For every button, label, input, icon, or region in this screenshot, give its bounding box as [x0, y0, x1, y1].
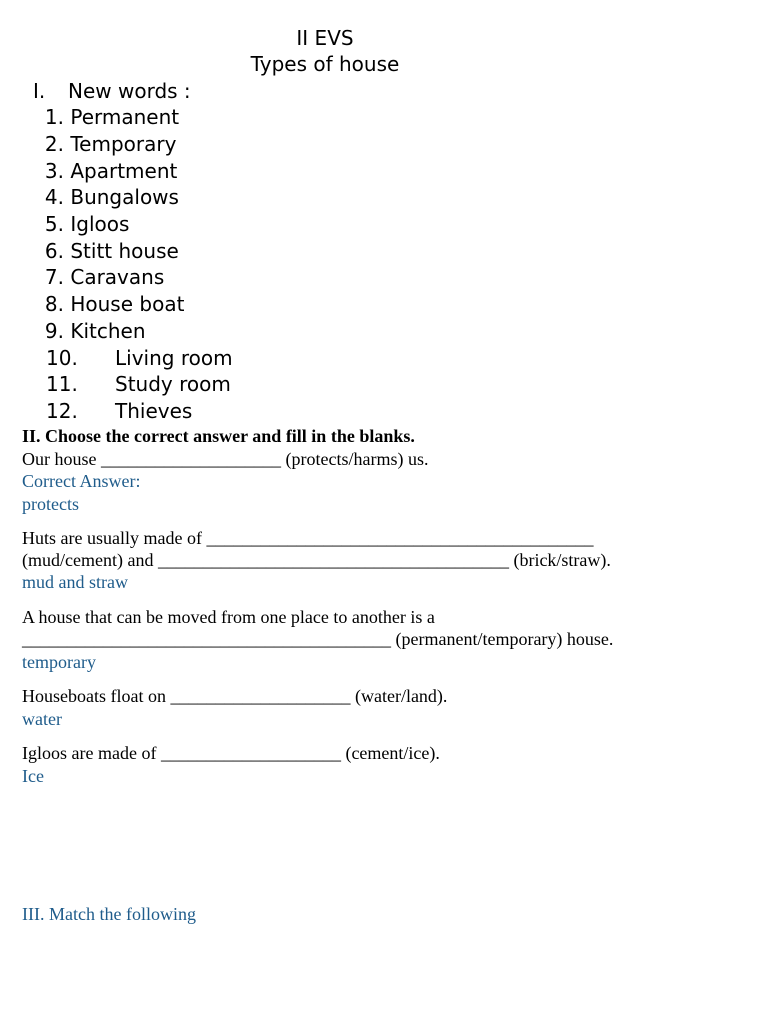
question-2-line-1: Huts are usually made of ___________________________________________ — [22, 528, 594, 548]
list-item: 4. Bungalows — [44, 185, 179, 209]
answer-3: temporary — [22, 652, 96, 672]
question-5: Igloos are made of ____________________ (cement/ice). — [22, 743, 440, 763]
section2-heading: II. Choose the correct answer and fill in the blanks. — [22, 426, 415, 446]
list-item: 8. House boat — [44, 292, 185, 316]
section1-heading — [33, 79, 191, 103]
question-2-line-2: (mud/cement) and _______________________________________ (brick/straw). — [22, 550, 611, 570]
list-item: 9. Kitchen — [44, 319, 146, 343]
list-item: 7. Caravans — [44, 265, 165, 289]
section1-title: New words : — [68, 79, 191, 103]
list-item: 2. Temporary — [44, 132, 177, 156]
question-1: Our house ____________________ (protects/harms) us. — [22, 449, 429, 469]
list-item: 11. Study room — [46, 372, 231, 396]
list-item: 10. Living room — [46, 346, 233, 370]
question-3-line-2: _________________________________________ (permanent/temporary) house. — [22, 629, 614, 649]
list-item: 6. Stitt house — [44, 239, 179, 263]
list-item: 3. Apartment — [44, 159, 178, 183]
page-title: Types of house — [250, 52, 400, 76]
answer-4: water — [22, 709, 62, 729]
answer-label: Correct Answer: — [22, 471, 141, 491]
section1-roman: I. — [33, 79, 46, 103]
list-item: 1. Permanent — [44, 105, 180, 129]
list-item: 12. Thieves — [46, 399, 193, 423]
list-item: 5. Igloos — [44, 212, 130, 236]
answer-5: Ice — [22, 766, 44, 786]
section3-heading: III. Match the following — [22, 904, 196, 924]
answer-2: mud and straw — [22, 572, 128, 592]
question-4: Houseboats float on ____________________ (water/land). — [22, 686, 448, 706]
answer-1: protects — [22, 494, 79, 514]
class-line: II EVS — [296, 26, 354, 50]
question-3-line-1: A house that can be moved from one place to another is a — [22, 607, 435, 627]
